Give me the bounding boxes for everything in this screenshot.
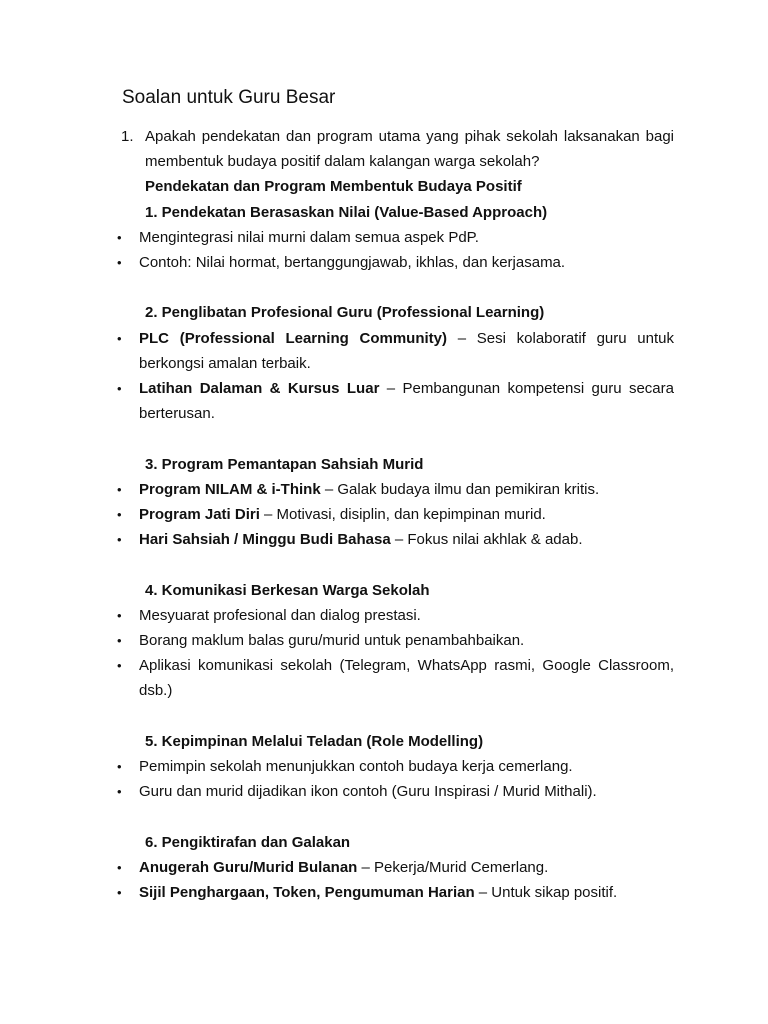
- section-heading: 6. Pengiktirafan dan Galakan: [145, 833, 351, 851]
- bullet-item-text: Borang maklum balas guru/murid untuk penambahbaikan.: [139, 632, 525, 650]
- bullet-list: [0, 477, 768, 553]
- bullet-list: [0, 603, 768, 704]
- bullet-item-text: – Sesi kolaboratif guru untuk berkongsi amalan terbaik.: [139, 329, 674, 372]
- bullet-item-text: – Untuk sikap positif.: [474, 884, 618, 902]
- bullet-item-bold: Anugerah Guru/Murid Bulanan: [139, 858, 358, 876]
- bullet-item: [139, 855, 674, 880]
- question-number: 1.: [121, 128, 134, 145]
- bullet-item: [139, 250, 674, 275]
- section-heading: 4. Komunikasi Berkesan Warga Sekolah: [145, 581, 430, 599]
- bullet-item: [139, 779, 674, 804]
- main-heading: Pendekatan dan Program Membentuk Budaya Positif: [145, 178, 522, 196]
- bullet-item-text: – Galak budaya ilmu dan pemikiran kritis.: [320, 480, 600, 498]
- bullet-item: [139, 477, 674, 502]
- section-heading: 5. Kepimpinan Melalui Teladan (Role Modelling): [145, 732, 484, 750]
- bullet-item-bold: Program NILAM & i-Think: [139, 480, 321, 498]
- bullet-item: [139, 326, 674, 376]
- bullet-item-bold: Latihan Dalaman & Kursus Luar: [139, 380, 380, 398]
- bullet-item-bold: Program Jati Diri: [139, 506, 260, 524]
- bullet-item: [139, 502, 674, 527]
- section: [0, 200, 768, 276]
- question-text: Apakah pendekatan dan program utama yang pihak sekolah laksanakan bagi membentuk budaya positif dalam kalangan warga sekolah?: [145, 128, 674, 171]
- sections-container: [0, 200, 768, 906]
- bullet-item-text: Pemimpin sekolah menunjukkan contoh budaya kerja cemerlang.: [139, 758, 573, 776]
- section-spacer: [0, 804, 768, 829]
- section-spacer: [0, 704, 768, 729]
- bullet-item-text: Mesyuarat profesional dan dialog prestasi.: [139, 606, 421, 624]
- bullet-item: [139, 527, 674, 552]
- section: [0, 300, 768, 426]
- bullet-item: [139, 225, 674, 250]
- bullet-list: [0, 326, 768, 427]
- bullet-item: [139, 754, 674, 779]
- bullet-item-text: Aplikasi komunikasi sekolah (Telegram, WhatsApp rasmi, Google Classroom, dsb.): [139, 657, 674, 700]
- bullet-list: [0, 225, 768, 275]
- section-spacer: [0, 552, 768, 577]
- bullet-item: [139, 653, 674, 703]
- bullet-item-text: Mengintegrasi nilai murni dalam semua aspek PdP.: [139, 228, 479, 246]
- bullet-item-text: – Pembangunan kompetensi guru secara berterusan.: [139, 380, 674, 423]
- section: [0, 578, 768, 704]
- bullet-item-bold: PLC (Professional Learning Community): [139, 329, 447, 347]
- section: [0, 452, 768, 553]
- page-title: Soalan untuk Guru Besar: [122, 87, 336, 108]
- section-spacer: [0, 275, 768, 300]
- bullet-item-bold: Hari Sahsiah / Minggu Budi Bahasa: [139, 531, 391, 549]
- bullet-item-text: Guru dan murid dijadikan ikon contoh (Guru Inspirasi / Murid Mithali).: [139, 783, 597, 801]
- bullet-item-bold: Sijil Penghargaan, Token, Pengumuman Harian: [139, 884, 475, 902]
- section-heading: 1. Pendekatan Berasaskan Nilai (Value-Based Approach): [145, 203, 548, 221]
- bullet-item-text: – Pekerja/Murid Cemerlang.: [357, 858, 549, 876]
- section-heading: 3. Program Pemantapan Sahsiah Murid: [145, 455, 424, 473]
- document-body: [0, 124, 768, 905]
- section-spacer: [0, 426, 768, 451]
- bullet-item: [139, 376, 674, 426]
- section-heading: 2. Penglibatan Profesional Guru (Professional Learning): [145, 304, 545, 322]
- bullet-item-text: – Fokus nilai akhlak & adab.: [390, 531, 583, 549]
- bullet-item-text: Contoh: Nilai hormat, bertanggungjawab, ikhlas, dan kerjasama.: [139, 254, 566, 272]
- section: [0, 830, 768, 906]
- section: [0, 729, 768, 805]
- question-paragraph: [121, 124, 674, 174]
- bullet-list: [0, 754, 768, 804]
- bullet-list: [0, 855, 768, 905]
- bullet-item: [139, 880, 674, 905]
- bullet-item-text: – Motivasi, disiplin, dan kepimpinan murid.: [259, 506, 546, 524]
- bullet-item: [139, 603, 674, 628]
- bullet-item: [139, 628, 674, 653]
